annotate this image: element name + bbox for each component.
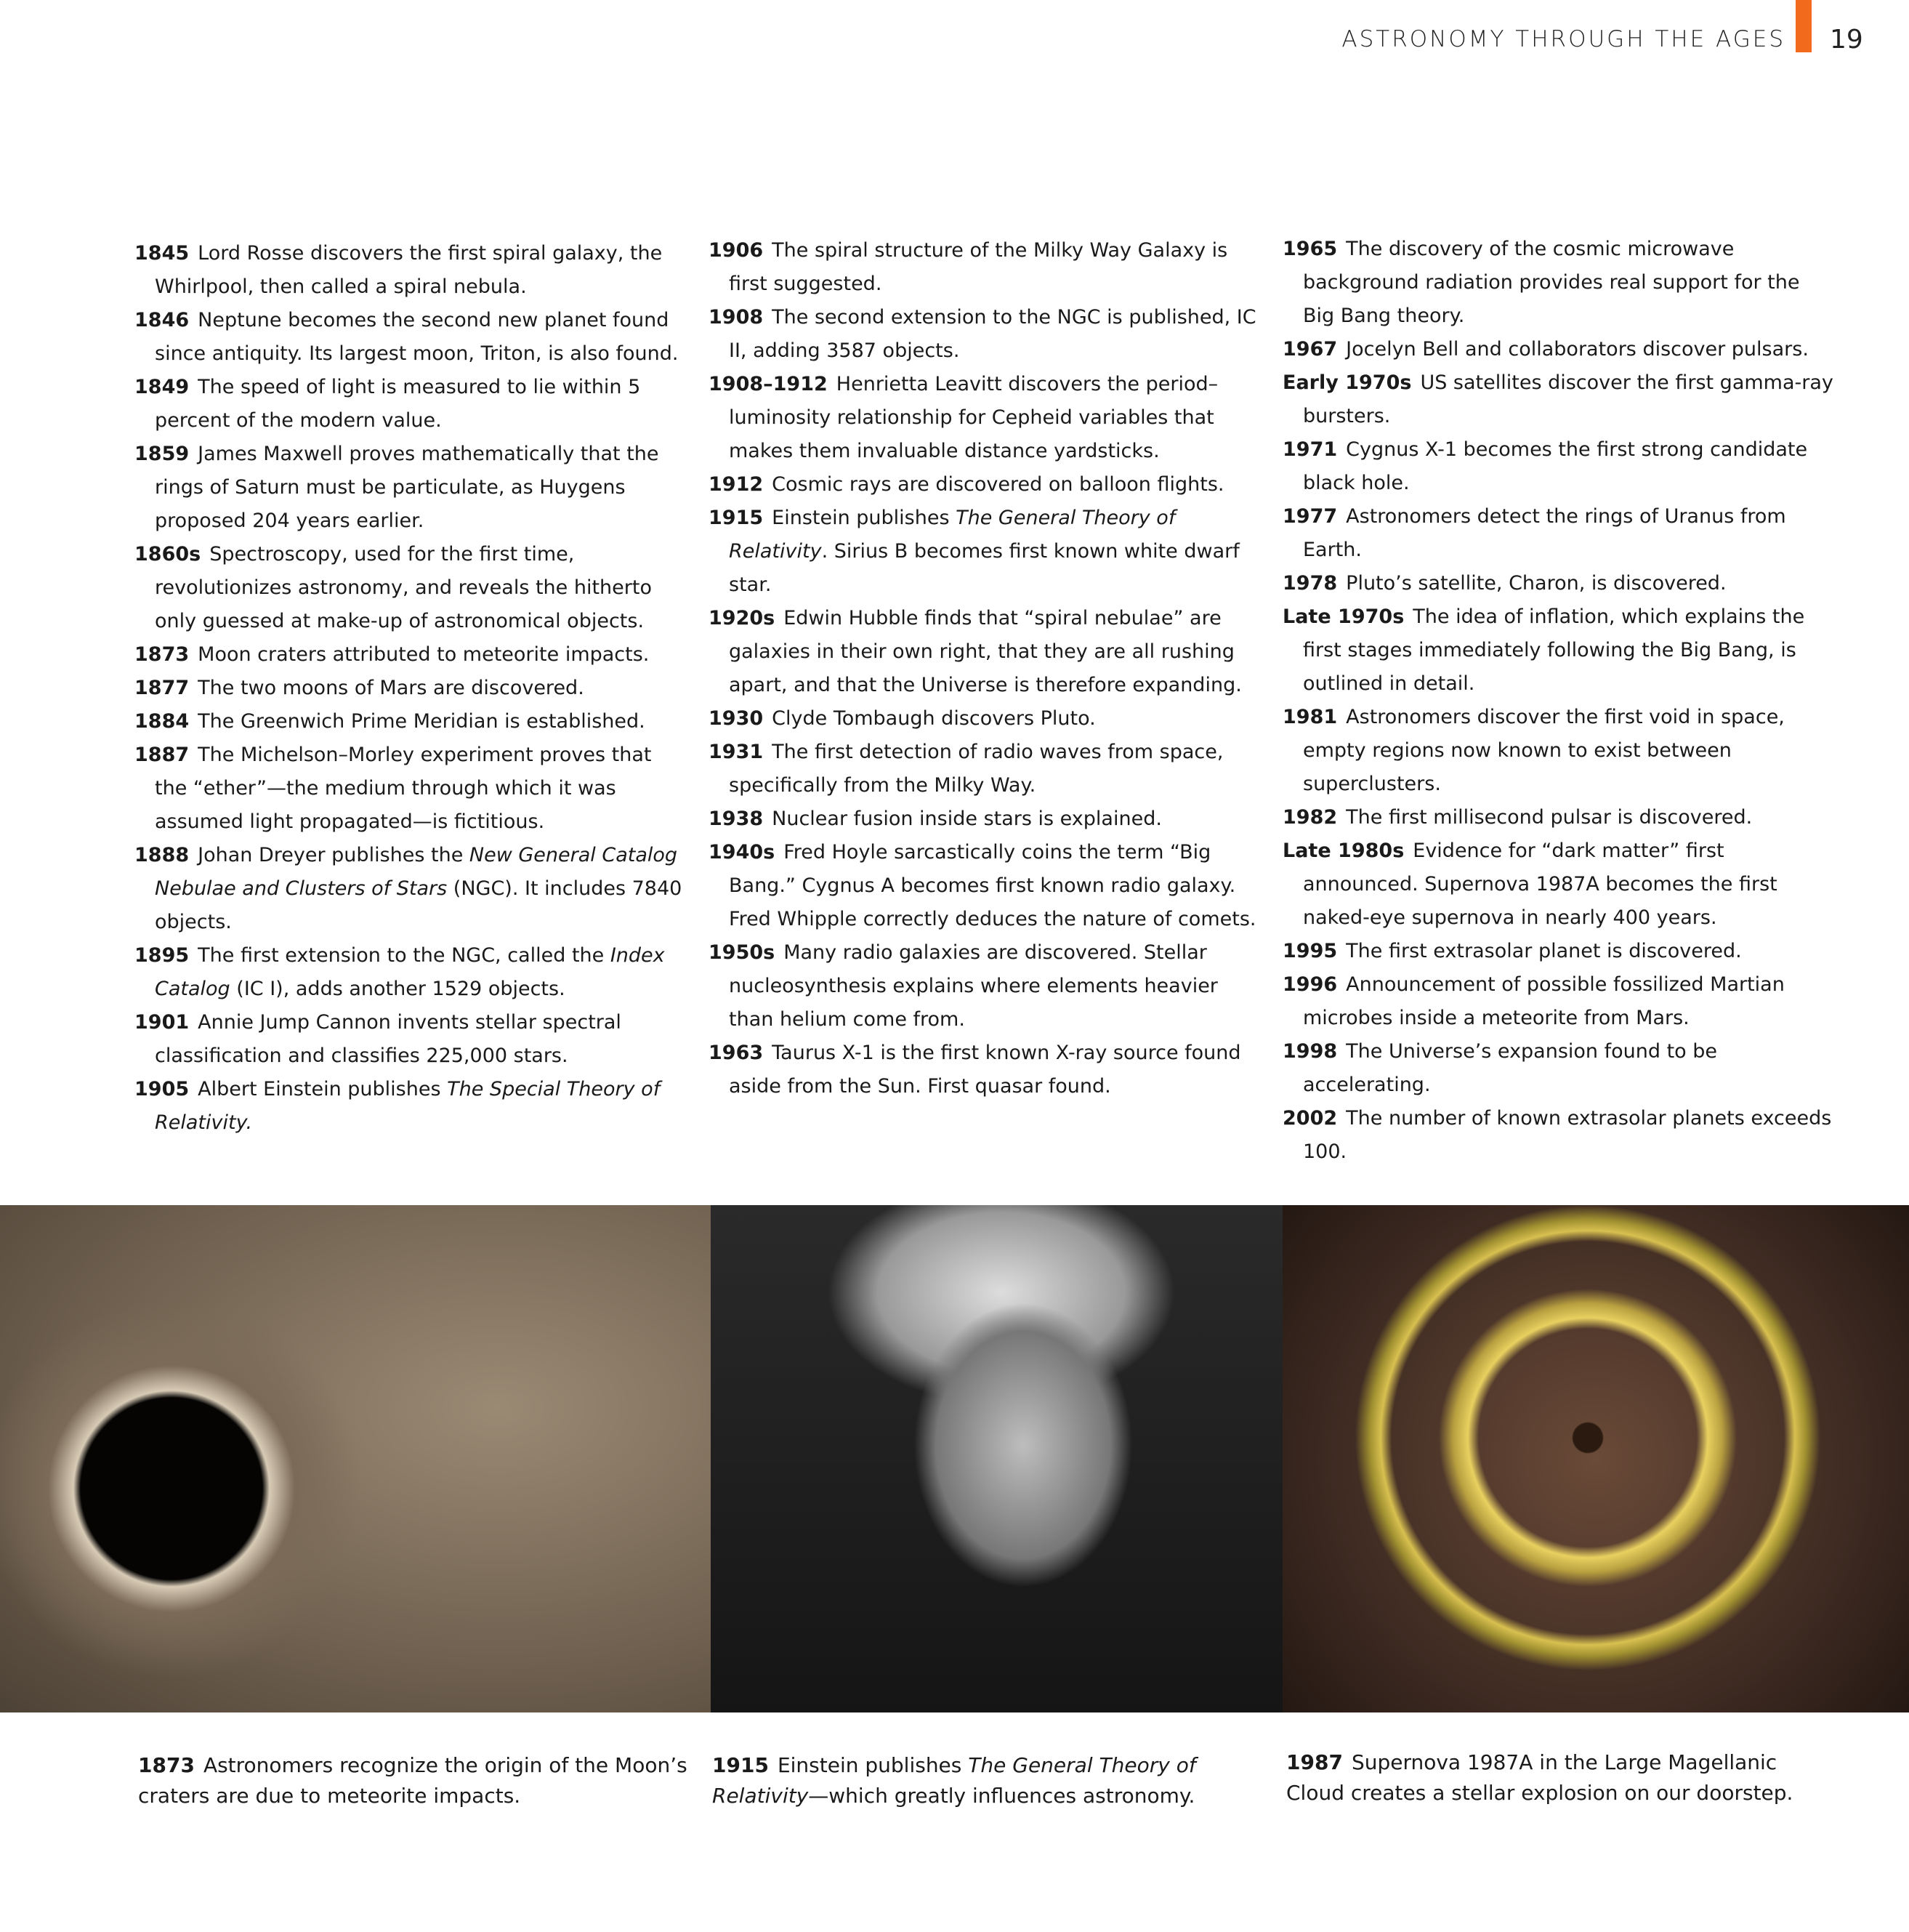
entry-year: 1873 [134, 643, 190, 666]
timeline-entry [134, 237, 687, 304]
entry-year: 1887 [134, 744, 190, 766]
entry-text: Cosmic rays are discovered on balloon flights. [772, 473, 1224, 496]
entry-text: Astronomers discover the first void in space, empty regions now known to exist between superclusters. [1303, 706, 1785, 795]
timeline-entry [709, 301, 1261, 368]
timeline-entry [134, 538, 687, 638]
entry-year: 1967 [1283, 338, 1338, 361]
entry-text: Cygnus X-1 becomes the first strong candidate black hole. [1303, 438, 1808, 494]
running-header: ASTRONOMY THROUGH THE AGES [1341, 26, 1785, 52]
timeline-entry [134, 1073, 687, 1140]
entry-year: 1931 [709, 741, 764, 763]
entry-text: Clyde Tombaugh discovers Pluto. [772, 707, 1096, 730]
moon-crater-photo [0, 1205, 711, 1712]
entry-year: 1971 [1283, 438, 1338, 461]
timeline-entry [709, 836, 1261, 936]
timeline-entry [1283, 1102, 1835, 1169]
entry-text: Nuclear fusion inside stars is explained. [772, 808, 1162, 830]
entry-text: . Sirius B becomes first known white dwarf star. [729, 540, 1240, 596]
entry-text: The two moons of Mars are discovered. [198, 677, 584, 699]
entry-text: Supernova 1987A in the Large Magellanic Cloud creates a stellar explosion on our doorstep. [1286, 1750, 1793, 1805]
entry-year: 1963 [709, 1042, 764, 1064]
entry-year: 1940s [709, 841, 775, 864]
entry-year: 1995 [1283, 940, 1338, 962]
entry-text: Einstein publishes [772, 507, 956, 529]
entry-text: Jocelyn Bell and collaborators discover pulsars. [1346, 338, 1809, 361]
timeline-entry [709, 702, 1261, 736]
entry-text: —which greatly influences astronomy. [808, 1784, 1195, 1808]
timeline-entry [1283, 233, 1835, 333]
timeline-entry [1283, 968, 1835, 1035]
entry-year: 1996 [1283, 973, 1338, 996]
timeline-entry [134, 705, 687, 738]
entry-text: (NGC). It includes 7840 objects. [155, 877, 682, 933]
entry-text: (IC I), adds another 1529 objects. [230, 978, 565, 1000]
entry-text: Spectroscopy, used for the first time, revolutionizes astronomy, and reveals the hitherto only guessed at make-up of astronomical objects. [155, 543, 652, 632]
entry-text: The first detection of radio waves from space, specifically from the Milky Way. [729, 741, 1224, 797]
entry-year: 1908–1912 [709, 373, 828, 395]
entry-year: Late 1980s [1283, 840, 1405, 862]
entry-text: The speed of light is measured to lie within 5 percent of the modern value. [155, 376, 641, 432]
entry-year: Late 1970s [1283, 605, 1405, 628]
entry-text: Announcement of possible fossilized Martian microbes inside a meteorite from Mars. [1303, 973, 1785, 1029]
timeline-entry [709, 234, 1261, 301]
entry-year: 1906 [709, 239, 764, 262]
entry-year: 1965 [1283, 238, 1338, 260]
entry-year: 1873 [138, 1753, 195, 1777]
entry-text: Henrietta Leavitt discovers the period–luminosity relationship for Cepheid variables that makes them invaluable distance yardsticks. [729, 373, 1219, 462]
entry-text: Taurus X-1 is the first known X-ray source found aside from the Sun. First quasar found. [729, 1042, 1241, 1098]
entry-year: 1982 [1283, 806, 1338, 829]
timeline-entry [1283, 333, 1835, 366]
entry-text: The first extension to the NGC, called the [198, 944, 610, 967]
timeline-entry [1283, 801, 1835, 834]
einstein-photo [711, 1205, 1283, 1712]
italic-title: The General Theory of Relativity [729, 507, 1176, 563]
entry-year: 1849 [134, 376, 190, 398]
entry-text: Pluto’s satellite, Charon, is discovered. [1346, 572, 1727, 595]
timeline-column-2 [709, 234, 1261, 1103]
entry-year: 1938 [709, 808, 764, 830]
timeline-entry [134, 738, 687, 839]
timeline-entry [134, 839, 687, 939]
entry-text: The Universe’s expansion found to be accelerating. [1303, 1040, 1718, 1096]
italic-title: New General Catalog Nebulae and Clusters of Stars [155, 844, 678, 900]
timeline-entry [709, 736, 1261, 802]
entry-year: 1859 [134, 443, 190, 465]
timeline-entry [134, 371, 687, 438]
entry-text: Fred Hoyle sarcastically coins the term “Big Bang.” Cygnus A becomes first known radio galaxy. Fred Whipple correctly deduces the nature of comets. [729, 841, 1256, 930]
timeline-column-1 [134, 237, 687, 1140]
timeline-entry [134, 939, 687, 1006]
entry-text: Johan Dreyer publishes the [198, 844, 469, 866]
caption-supernova [1286, 1747, 1839, 1808]
timeline-entry [709, 1037, 1261, 1103]
timeline-entry [709, 802, 1261, 836]
supernova-photo [1283, 1205, 1909, 1712]
accent-bar [1796, 0, 1812, 52]
entry-year: 1895 [134, 944, 190, 967]
entry-text: The spiral structure of the Milky Way Galaxy is first suggested. [729, 239, 1228, 295]
timeline-entry [1283, 567, 1835, 600]
page-number: 19 [1830, 25, 1863, 55]
entry-text: Albert Einstein publishes [198, 1078, 448, 1100]
entry-text: Many radio galaxies are discovered. Stellar nucleosynthesis explains where elements heavier than helium come from. [729, 941, 1218, 1031]
entry-text: Edwin Hubble finds that “spiral nebulae” are galaxies in their own right, that they are all rushing apart, and that the Universe is therefore expanding. [729, 607, 1242, 696]
entry-text: The Greenwich Prime Meridian is established. [198, 710, 645, 733]
entry-text: Lord Rosse discovers the first spiral galaxy, the Whirlpool, then called a spiral nebula. [155, 242, 663, 298]
entry-year: 1981 [1283, 706, 1338, 728]
timeline-entry [1283, 834, 1835, 935]
entry-year: 1930 [709, 707, 764, 730]
entry-text: James Maxwell proves mathematically that the rings of Saturn must be particulate, as Huygens proposed 204 years earlier. [155, 443, 659, 532]
entry-year: 1977 [1283, 505, 1338, 528]
entry-year: 1846 [134, 309, 190, 331]
timeline-entry [134, 438, 687, 538]
timeline-entry [709, 936, 1261, 1037]
caption-einstein [712, 1750, 1264, 1811]
italic-title: Index Catalog [155, 944, 665, 1000]
entry-year: 1888 [134, 844, 190, 866]
entry-text: The first millisecond pulsar is discovered. [1346, 806, 1753, 829]
timeline-entry [1283, 366, 1835, 433]
entry-text: Einstein publishes [777, 1753, 969, 1777]
timeline-entry [709, 468, 1261, 502]
timeline-entry [1283, 600, 1835, 701]
caption-moon [138, 1750, 690, 1811]
entry-text: The first extrasolar planet is discovered. [1346, 940, 1742, 962]
entry-year: 1908 [709, 306, 764, 329]
entry-text: Astronomers detect the rings of Uranus from Earth. [1303, 505, 1786, 561]
timeline-entry [134, 304, 687, 371]
timeline-column-3 [1283, 233, 1835, 1169]
entry-text: The Michelson–Morley experiment proves that the “ether”—the medium through which it was assumed light propagated—is fictitious. [155, 744, 652, 833]
entry-text: Neptune becomes the second new planet found since antiquity. Its largest moon, Triton, is also found. [155, 309, 679, 365]
timeline-entry [709, 602, 1261, 702]
timeline-entry [134, 638, 687, 672]
entry-year: 1920s [709, 607, 775, 629]
italic-title: The Special Theory of Relativity. [155, 1078, 661, 1134]
timeline-entry [1283, 433, 1835, 500]
timeline-entry [709, 502, 1261, 602]
entry-year: 1998 [1283, 1040, 1338, 1063]
entry-year: 1860s [134, 543, 201, 565]
timeline-entry [1283, 500, 1835, 567]
entry-year: 2002 [1283, 1107, 1338, 1130]
timeline-entry [709, 368, 1261, 468]
entry-text: The discovery of the cosmic microwave background radiation provides real support for the Big Bang theory. [1303, 238, 1800, 327]
entry-year: 1912 [709, 473, 764, 496]
entry-text: US satellites discover the first gamma-ray bursters. [1303, 371, 1833, 427]
entry-year: 1978 [1283, 572, 1338, 595]
entry-year: 1877 [134, 677, 190, 699]
entry-text: The second extension to the NGC is published, IC II, adding 3587 objects. [729, 306, 1256, 362]
entry-year: Early 1970s [1283, 371, 1412, 394]
timeline-entry [1283, 701, 1835, 801]
entry-year: 1915 [709, 507, 764, 529]
timeline-entry [134, 1006, 687, 1073]
entry-text: Annie Jump Cannon invents stellar spectral classification and classifies 225,000 stars. [155, 1011, 621, 1067]
timeline-entry [1283, 935, 1835, 968]
entry-year: 1905 [134, 1078, 190, 1100]
entry-year: 1987 [1286, 1750, 1343, 1774]
entry-year: 1884 [134, 710, 190, 733]
entry-text: Moon craters attributed to meteorite impacts. [198, 643, 650, 666]
timeline-entry [1283, 1035, 1835, 1102]
entry-text: Evidence for “dark matter” first announced. Supernova 1987A becomes the first naked-eye supernova in nearly 400 years. [1303, 840, 1777, 929]
entry-year: 1845 [134, 242, 190, 265]
entry-text: Astronomers recognize the origin of the Moon’s craters are due to meteorite impacts. [138, 1753, 687, 1808]
italic-title: The General Theory of Relativity [712, 1753, 1196, 1808]
timeline-entry [134, 672, 687, 705]
entry-year: 1915 [712, 1753, 769, 1777]
entry-text: The number of known extrasolar planets exceeds 100. [1303, 1107, 1832, 1163]
entry-text: The idea of inflation, which explains the first stages immediately following the Big Bang, is outlined in detail. [1303, 605, 1805, 695]
entry-year: 1901 [134, 1011, 190, 1034]
entry-year: 1950s [709, 941, 775, 964]
